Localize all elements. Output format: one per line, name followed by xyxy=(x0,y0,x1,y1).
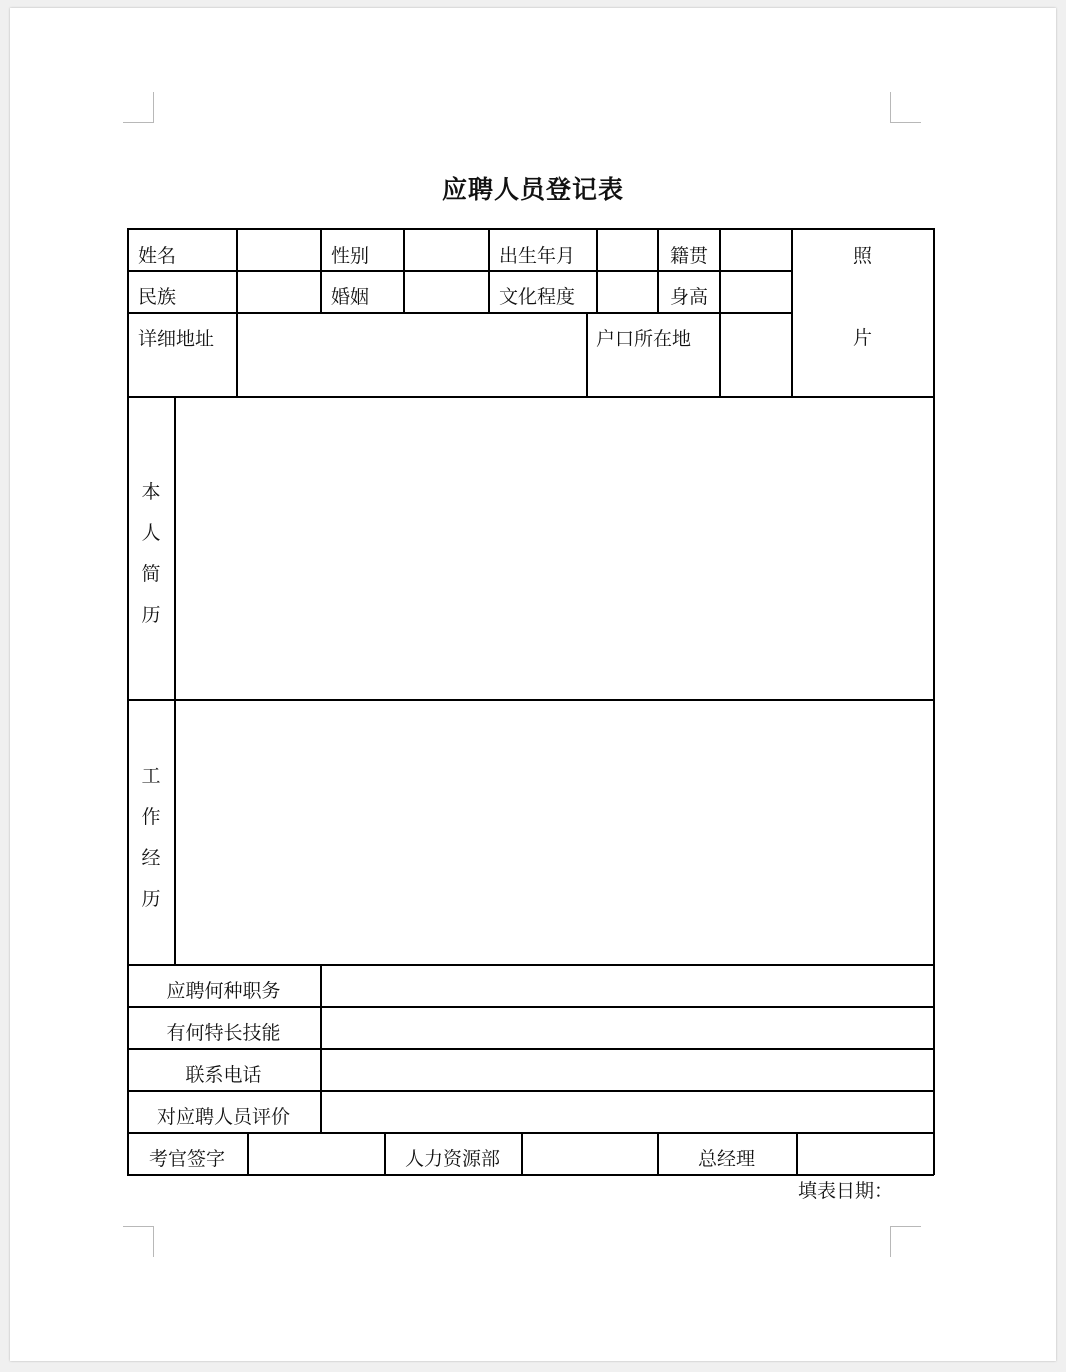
marriage-label: 婚姻 xyxy=(331,286,370,308)
resume-section-label: 本 人 简 历 xyxy=(141,481,161,626)
birth-date-label: 出生年月 xyxy=(499,245,576,267)
skills-label: 有何特长技能 xyxy=(166,1022,281,1044)
name-label: 姓名 xyxy=(138,245,177,267)
photo-area[interactable] xyxy=(793,230,932,395)
margin-corner-bottom-right xyxy=(890,1226,921,1257)
margin-corner-top-right xyxy=(890,92,921,123)
examiner-signature-field[interactable] xyxy=(249,1134,383,1173)
hr-department-label: 人力资源部 xyxy=(404,1148,500,1170)
registration-form-table xyxy=(127,228,934,1175)
evaluation-field[interactable] xyxy=(322,1092,932,1131)
margin-corner-bottom-left xyxy=(123,1226,154,1257)
name-field[interactable] xyxy=(238,230,319,269)
position-label: 应聘何种职务 xyxy=(166,980,281,1002)
phone-field[interactable] xyxy=(322,1050,932,1089)
height-field[interactable] xyxy=(721,272,790,311)
general-manager-field[interactable] xyxy=(798,1134,932,1173)
phone-label: 联系电话 xyxy=(185,1064,262,1086)
gender-label: 性别 xyxy=(331,245,370,267)
work-experience-section-label: 工 作 经 历 xyxy=(141,765,161,910)
fill-date-label: 填表日期： xyxy=(798,1180,894,1202)
gender-field[interactable] xyxy=(405,230,487,269)
origin-label: 籍贯 xyxy=(670,245,709,267)
origin-field[interactable] xyxy=(721,230,790,269)
skills-field[interactable] xyxy=(322,1008,932,1047)
margin-corner-top-left xyxy=(123,92,154,123)
marriage-field[interactable] xyxy=(405,272,487,311)
birth-date-field[interactable] xyxy=(598,230,656,269)
examiner-signature-label: 考官签字 xyxy=(148,1148,225,1170)
address-label: 详细地址 xyxy=(138,328,215,350)
resume-field[interactable] xyxy=(176,398,932,698)
general-manager-label: 总经理 xyxy=(697,1148,755,1170)
education-field[interactable] xyxy=(598,272,656,311)
hukou-field[interactable] xyxy=(721,314,790,395)
position-field[interactable] xyxy=(322,966,932,1005)
address-field[interactable] xyxy=(238,314,585,395)
ethnicity-field[interactable] xyxy=(238,272,319,311)
photo-label-bottom: 片 xyxy=(853,327,873,349)
photo-label-top: 照 xyxy=(853,245,873,267)
hukou-label: 户口所在地 xyxy=(596,328,692,350)
education-label: 文化程度 xyxy=(499,286,576,308)
height-label: 身高 xyxy=(670,286,709,308)
form-title: 应聘人员登记表 xyxy=(441,175,624,204)
work-experience-field[interactable] xyxy=(176,701,932,963)
evaluation-label: 对应聘人员评价 xyxy=(156,1106,290,1128)
ethnicity-label: 民族 xyxy=(138,286,177,308)
hr-department-field[interactable] xyxy=(523,1134,656,1173)
